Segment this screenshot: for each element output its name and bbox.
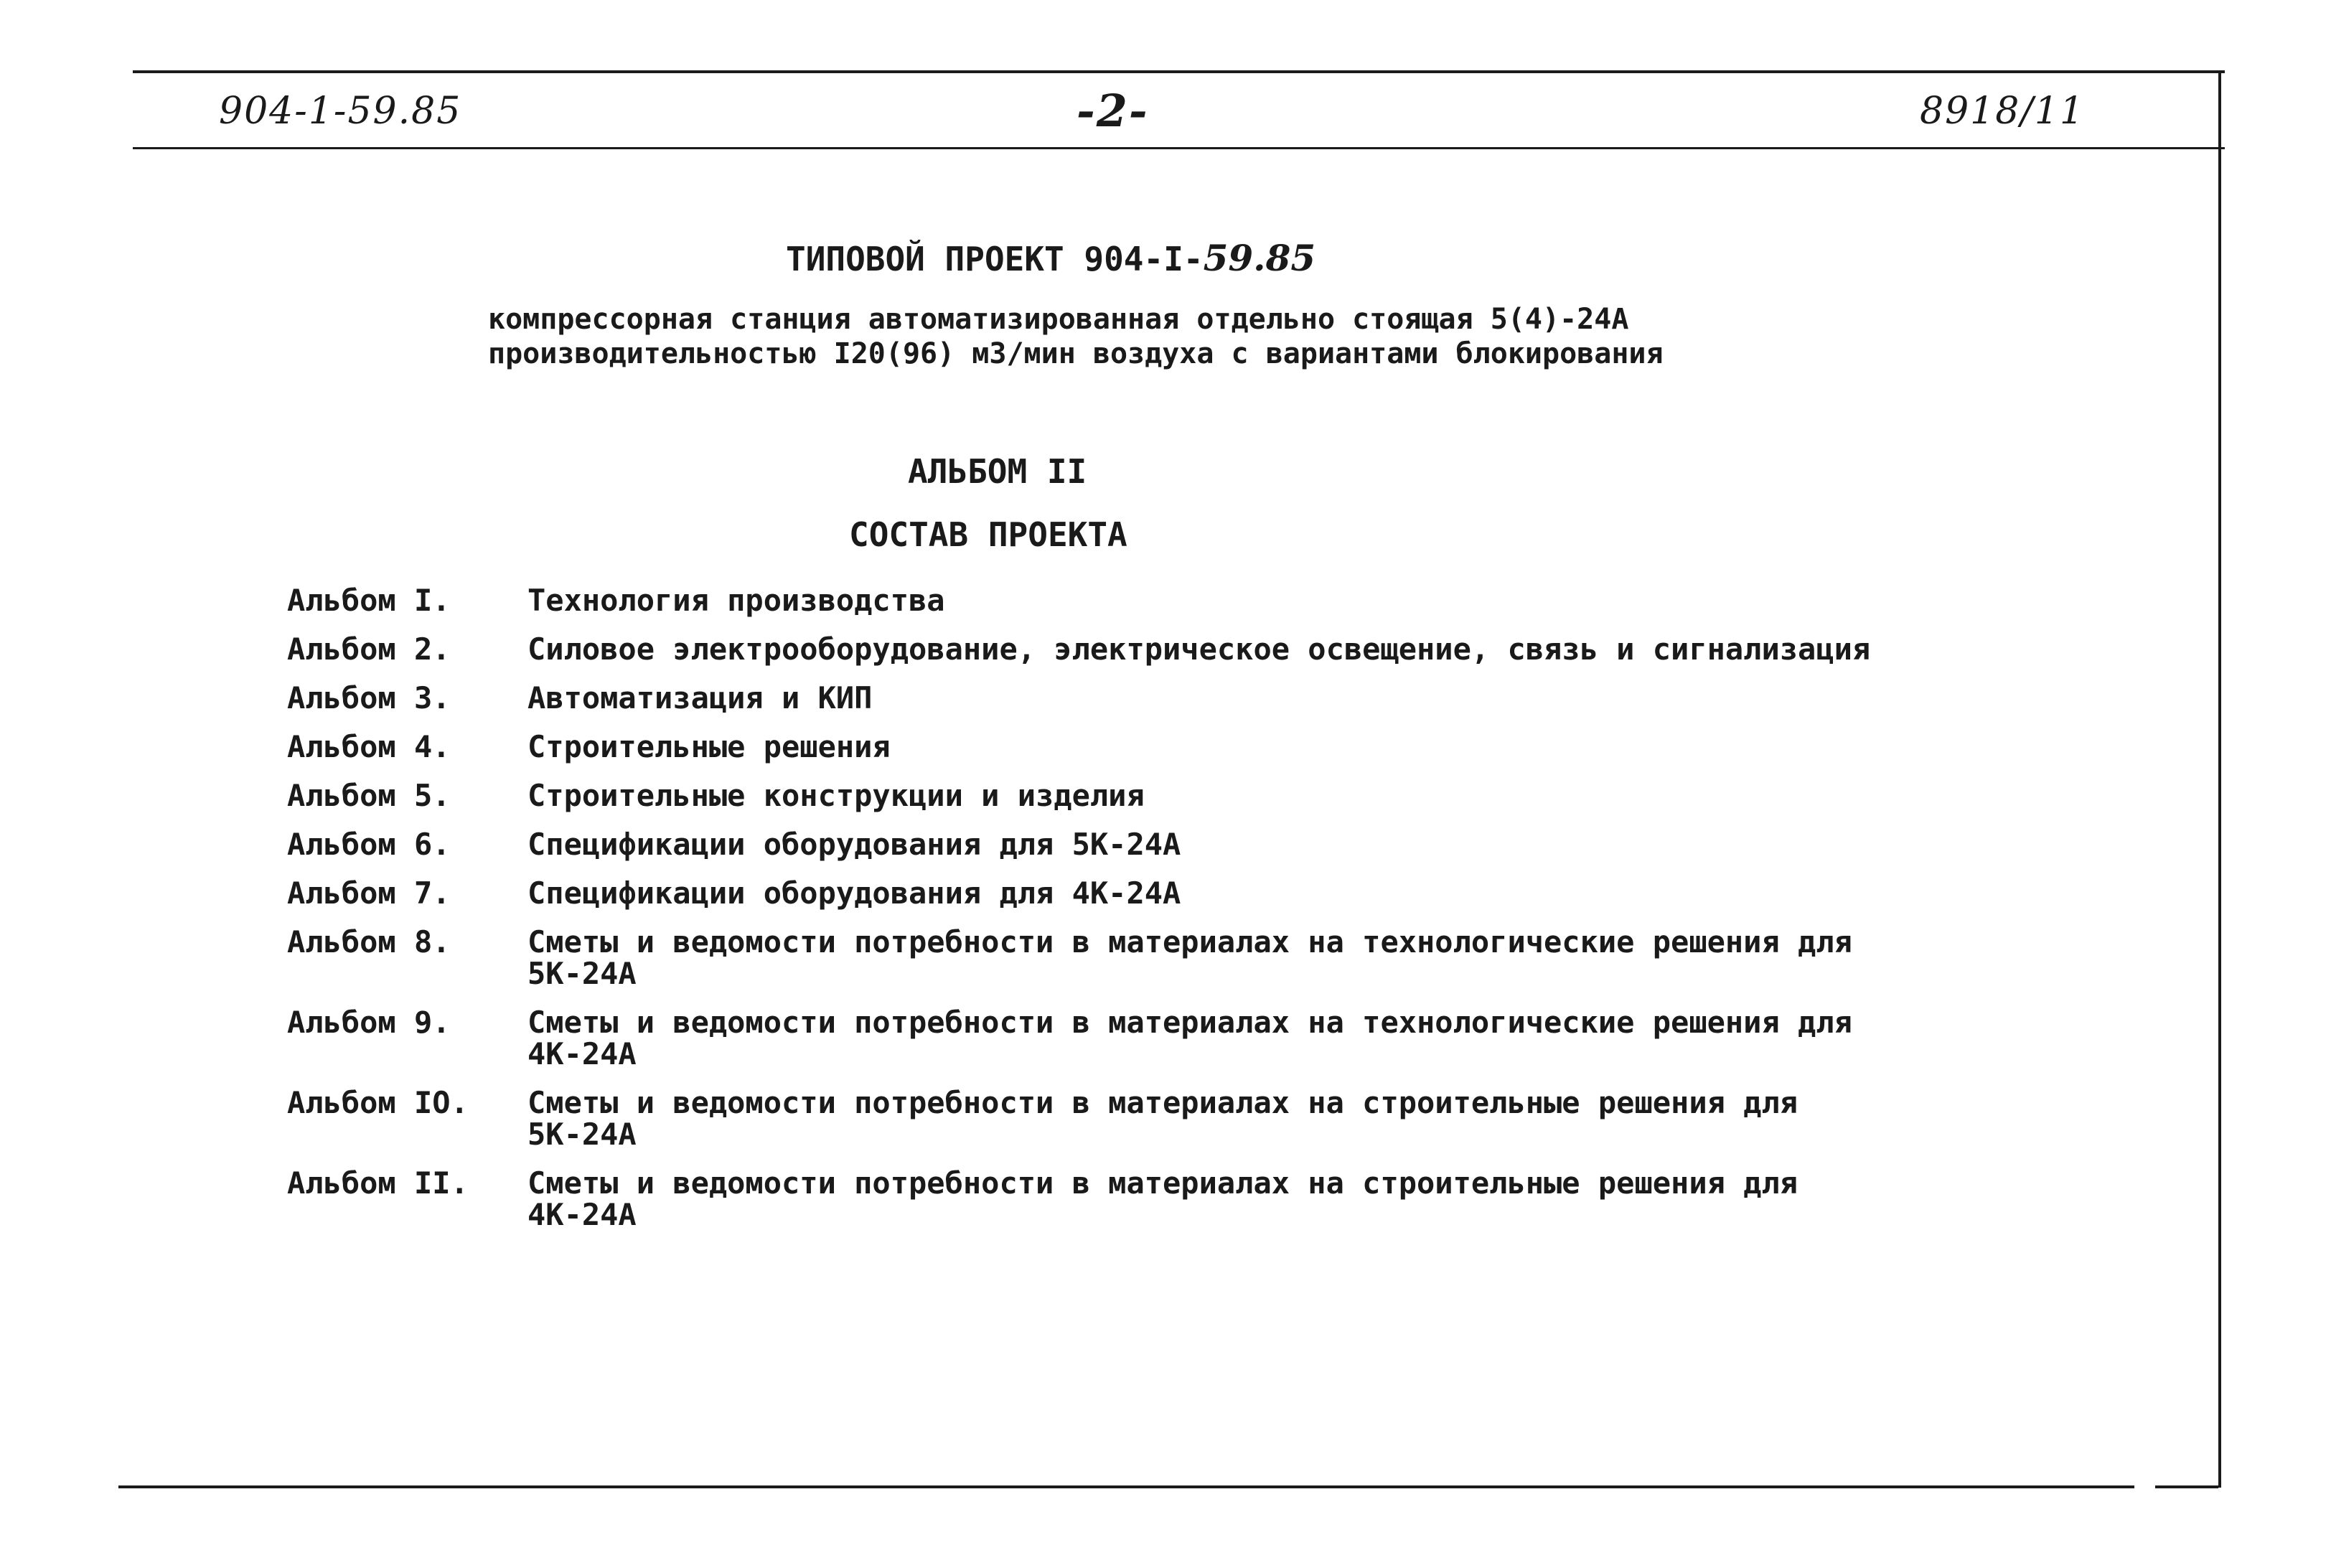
album-title: Строительные решения bbox=[527, 729, 891, 764]
album-list bbox=[287, 585, 2045, 1248]
album-label: Альбом 7. bbox=[287, 875, 451, 911]
list-item bbox=[287, 875, 2045, 911]
list-item bbox=[287, 780, 2045, 812]
project-description-line-1: компрессорная станция автоматизированная отдельно стоящая 5(4)-24А bbox=[488, 303, 1629, 336]
document-code-left: 904-1-59.85 bbox=[219, 90, 462, 133]
project-title-prefix: ТИПОВОЙ ПРОЕКТ 904-I- bbox=[786, 240, 1204, 278]
list-item bbox=[287, 731, 2045, 763]
list-item bbox=[287, 829, 2045, 860]
album-label: Альбом 3. bbox=[287, 680, 451, 715]
album-title: Сметы и ведомости потребности в материалах на строительные решения для 4К-24А bbox=[527, 1165, 1798, 1232]
project-number-handwritten: 59.85 bbox=[1203, 237, 1316, 279]
list-item bbox=[287, 585, 2045, 616]
album-label: Альбом 9. bbox=[287, 1005, 451, 1040]
frame-top-border bbox=[133, 70, 2225, 73]
list-item bbox=[287, 634, 2045, 665]
album-label: Альбом 6. bbox=[287, 827, 451, 862]
album-label: Альбом 2. bbox=[287, 632, 451, 667]
frame-right-border bbox=[2218, 70, 2221, 1488]
project-description-line-2: производительностью I20(96) м3/мин воздуха с вариантами блокирования bbox=[488, 337, 1664, 370]
header-divider bbox=[133, 147, 2225, 149]
album-title: Силовое электрооборудование, электрическое освещение, связь и сигнализация bbox=[527, 632, 1871, 667]
page-number: -2- bbox=[1077, 85, 1149, 137]
album-title: Спецификации оборудования для 5К-24А bbox=[527, 827, 1181, 862]
album-label: Альбом 4. bbox=[287, 729, 451, 764]
inventory-number: 8918/11 bbox=[1920, 90, 2086, 133]
list-item bbox=[287, 1087, 2045, 1150]
album-title: Спецификации оборудования для 4К-24А bbox=[527, 875, 1181, 911]
list-item bbox=[287, 926, 2045, 990]
project-title bbox=[786, 237, 1315, 279]
list-item bbox=[287, 1165, 2045, 1232]
composition-heading: СОСТАВ ПРОЕКТА bbox=[849, 515, 1127, 554]
album-label: Альбом I. bbox=[287, 583, 451, 618]
album-label: Альбом 5. bbox=[287, 778, 451, 813]
list-item bbox=[287, 682, 2045, 714]
album-heading: АЛЬБОМ II bbox=[908, 452, 1087, 491]
album-label: Альбом 8. bbox=[287, 924, 451, 959]
album-title: Сметы и ведомости потребности в материалах на технологические решения для 5К-24А bbox=[527, 924, 1852, 991]
album-title: Сметы и ведомости потребности в материалах на строительные решения для 5К-24А bbox=[527, 1085, 1798, 1152]
album-title: Строительные конструкции и изделия bbox=[527, 778, 1145, 813]
frame-bottom-border bbox=[118, 1485, 2218, 1488]
album-label: Альбом IO. bbox=[287, 1085, 469, 1120]
album-label: Альбом II. bbox=[287, 1165, 469, 1201]
list-item bbox=[287, 1007, 2045, 1070]
album-title: Технология производства bbox=[527, 583, 945, 618]
album-title: Автоматизация и КИП bbox=[527, 680, 873, 715]
album-title: Сметы и ведомости потребности в материалах на технологические решения для 4К-24А bbox=[527, 1005, 1852, 1071]
